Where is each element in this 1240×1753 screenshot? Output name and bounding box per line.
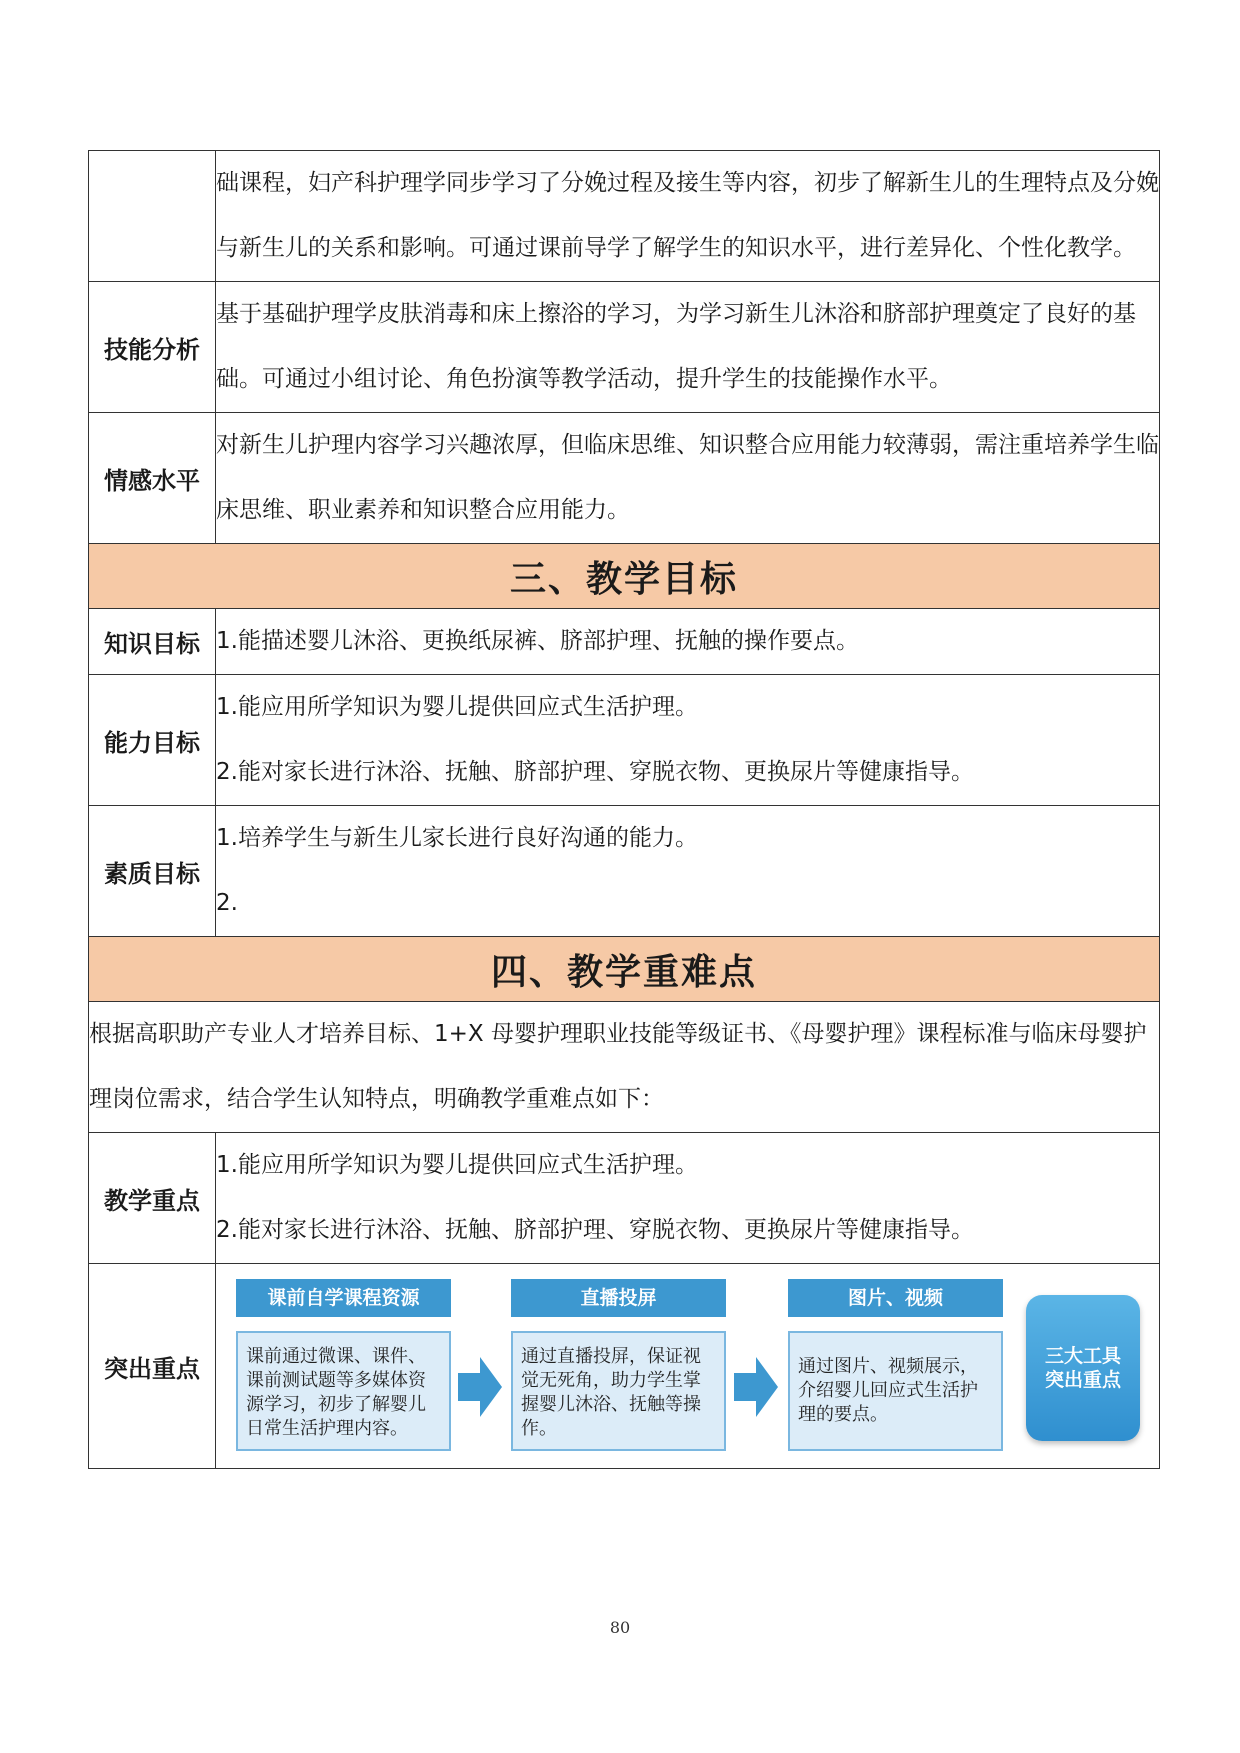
arrow-right-icon xyxy=(734,1357,780,1417)
content-line: 对新生儿护理内容学习兴趣浓厚，但临床思维、知识整合应用能力较薄弱，需注重培养学生临床思维、职业素养和知识整合应用能力。 xyxy=(216,432,1159,523)
tools-text: 三大工具突出重点 xyxy=(1044,1344,1121,1391)
goal-content xyxy=(216,806,1160,937)
content-line: 1.能描述婴儿沐浴、更换纸尿裤、脐部护理、抚触的操作要点。 xyxy=(216,628,859,654)
table-row xyxy=(89,806,1160,937)
section-row xyxy=(89,937,1160,1002)
content-line: 2.能对家长进行沐浴、抚触、脐部护理、穿脱衣物、更换尿片等健康指导。 xyxy=(216,1217,974,1243)
table-row xyxy=(89,1264,1160,1469)
section-title-keypoints: 四、教学重难点 xyxy=(89,937,1160,1002)
intro-paragraph: 根据高职助产专业人才培养目标、1+X 母婴护理职业技能等级证书、《母婴护理》课程标准与临床母婴护理岗位需求，结合学生认知特点，明确教学重难点如下： xyxy=(89,1002,1160,1133)
goal-content xyxy=(216,675,1160,806)
arrow-right-icon xyxy=(458,1357,504,1417)
content-line: 基于基础护理学皮肤消毒和床上擦浴的学习，为学习新生儿沐浴和脐部护理奠定了良好的基础。可通过小组讨论、角色扮演等教学活动，提升学生的技能操作水平。 xyxy=(216,301,1136,392)
step-head: 课前自学课程资源 xyxy=(236,1279,451,1317)
table-row xyxy=(89,151,1160,282)
table-row xyxy=(89,1133,1160,1264)
row-label-emotion: 情感水平 xyxy=(89,413,216,544)
content-line: 础课程，妇产科护理学同步学习了分娩过程及接生等内容，初步了解新生儿的生理特点及分娩与新生儿的关系和影响。可通过课前导学了解学生的知识水平，进行差异化、个性化教学。 xyxy=(216,170,1159,261)
goal-label-ability: 能力目标 xyxy=(89,675,216,806)
table-row xyxy=(89,413,1160,544)
key-content xyxy=(216,1133,1160,1264)
section-row xyxy=(89,544,1160,609)
tools-badge xyxy=(1026,1295,1140,1441)
step-box: 课前通过微课、课件、课前测试题等多媒体资源学习，初步了解婴儿日常生活护理内容。 xyxy=(236,1331,451,1451)
row-content xyxy=(216,151,1160,282)
table-row xyxy=(89,609,1160,675)
flow-diagram xyxy=(226,1279,1156,1454)
table-row xyxy=(89,282,1160,413)
table-row xyxy=(89,1002,1160,1133)
content-line: 1.能应用所学知识为婴儿提供回应式生活护理。 xyxy=(216,1152,698,1178)
step-head: 图片、视频 xyxy=(788,1279,1003,1317)
section-title-goals: 三、教学目标 xyxy=(89,544,1160,609)
row-label-skill: 技能分析 xyxy=(89,282,216,413)
highlight-diagram-cell xyxy=(216,1264,1160,1469)
row-content xyxy=(216,282,1160,413)
table-row xyxy=(89,675,1160,806)
row-label xyxy=(89,151,216,282)
goal-label-knowledge: 知识目标 xyxy=(89,609,216,675)
goal-label-quality: 素质目标 xyxy=(89,806,216,937)
content-table xyxy=(88,150,1160,1469)
goal-content xyxy=(216,609,1160,675)
content-line: 2. xyxy=(216,890,238,916)
highlight-label: 突出重点 xyxy=(89,1264,216,1469)
step-box: 通过直播投屏，保证视觉无死角，助力学生掌握婴儿沐浴、抚触等操作。 xyxy=(511,1331,726,1451)
content-line: 1.能应用所学知识为婴儿提供回应式生活护理。 xyxy=(216,694,698,720)
row-content xyxy=(216,413,1160,544)
content-line: 2.能对家长进行沐浴、抚触、脐部护理、穿脱衣物、更换尿片等健康指导。 xyxy=(216,759,974,785)
page-number: 80 xyxy=(609,1618,631,1637)
step-head: 直播投屏 xyxy=(511,1279,726,1317)
content-line: 1.培养学生与新生儿家长进行良好沟通的能力。 xyxy=(216,825,698,851)
key-label: 教学重点 xyxy=(89,1133,216,1264)
step-box: 通过图片、视频展示，介绍婴儿回应式生活护理的要点。 xyxy=(788,1331,1003,1451)
